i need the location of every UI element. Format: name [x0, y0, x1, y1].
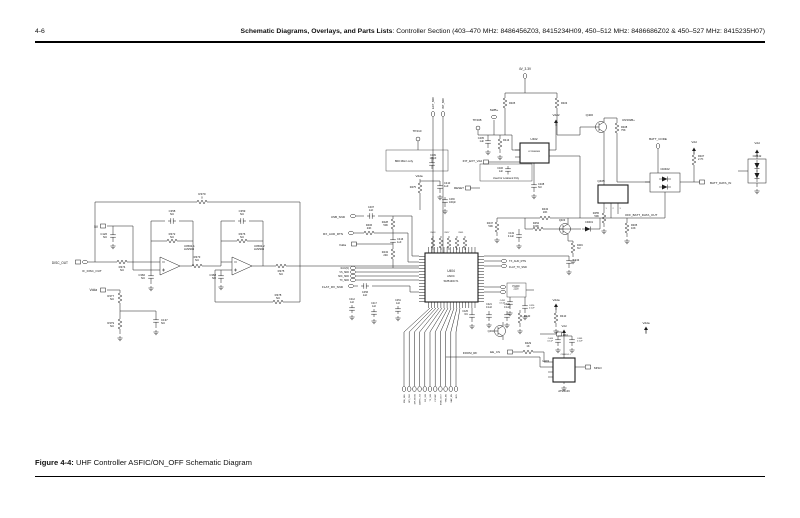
pad-label: BCL	[456, 394, 458, 399]
component-label: R407 2.7K	[698, 155, 705, 161]
component-label: R429 1K	[524, 342, 532, 348]
component-label: R447 50K	[486, 222, 493, 228]
component-label: TP408	[472, 118, 482, 122]
component-label: R443 24K	[381, 251, 388, 257]
component-label: U403	[542, 359, 549, 363]
pad-label: FSYNC	[435, 394, 438, 402]
component-label: AT93C46	[558, 389, 570, 393]
component-label: 800 MHz only	[394, 159, 414, 163]
component-label: C416 1uF	[397, 238, 404, 244]
component-label: RX_AUD_RTN	[323, 232, 343, 236]
pad-label: TX_SSI	[430, 394, 432, 402]
connector-pad	[454, 386, 458, 391]
component-label: LP2986IMM	[528, 151, 540, 153]
component-label: C407 1uF	[367, 206, 375, 212]
component-label: R376 NU	[238, 232, 246, 240]
pad-label: ASFIC_CS	[419, 394, 422, 405]
pad-label: SPI_CLK	[409, 394, 412, 403]
component-label: USB_SND	[330, 215, 345, 219]
onoff-logic-rails	[494, 216, 665, 264]
connector-pad	[402, 386, 406, 391]
component-label: C445 0.1uF	[577, 338, 583, 343]
component-label: Used for Lowband Only	[492, 177, 520, 180]
header-title-rest: : Controller Section (403–470 MHz: 8486456Z03, 8415234H09, 450–512 MHz: 8486686Z02 & 450–527 MHz: 8415235H07)	[392, 28, 765, 35]
component-label: PG000 2200	[512, 286, 520, 291]
component-label: R403	[561, 102, 568, 105]
pad-label: SAP_EN	[450, 394, 453, 403]
component-label: Vdd2	[552, 113, 560, 117]
component-label: TX_AUD_RTN	[509, 260, 526, 263]
component-label: 1	[605, 208, 607, 210]
component-label: Vdda	[415, 174, 423, 178]
component-label: R377 NU	[107, 294, 114, 302]
component-label: U404	[447, 269, 455, 273]
component-label: C405 1uF	[477, 137, 484, 143]
component-label: R440	[524, 315, 531, 318]
pad-label: SPI_MOSI	[414, 394, 417, 405]
component-label: FLAT_RX_SND	[322, 285, 343, 289]
component-label: C456 1uF	[361, 291, 369, 297]
component-label: R457	[444, 232, 450, 234]
component-label: R372 NU	[168, 232, 176, 240]
component-label: OFF_BATT_DATA_OUT	[625, 213, 658, 217]
pad-label: TRB_EN	[445, 394, 448, 403]
component-label: C368 NU	[209, 273, 216, 281]
header-title-bold: Schematic Diagrams, Overlays, and Parts Lists	[240, 28, 393, 35]
component-label: C126 NU	[100, 232, 107, 240]
component-label: 2	[612, 208, 614, 210]
component-label: R455 50K	[592, 212, 599, 218]
component-label: C444 0.1uF	[547, 338, 553, 343]
pad-label: RX_SSI	[424, 394, 427, 402]
component-label: C408 NU	[538, 183, 545, 189]
component-label: RESET	[453, 186, 464, 190]
component-label: R452 100K	[532, 222, 540, 228]
component-label: Q400	[585, 113, 593, 117]
component-label: FLAT_TX_SND	[509, 266, 527, 269]
component-label: R379 NU	[107, 321, 114, 329]
component-label: C420 0.1uF	[529, 305, 535, 310]
battery-data-section	[596, 118, 767, 234]
component-label: UNSWB+	[622, 118, 635, 122]
figure-caption	[35, 458, 252, 467]
component-label: U402	[530, 137, 538, 141]
component-label: C412 1uF	[349, 298, 355, 304]
component-label: 5185130C71	[443, 280, 459, 283]
component-label: C406 1uF	[497, 167, 503, 173]
component-label: R373 NU	[193, 255, 201, 263]
component-label: C422 0.1uF	[503, 303, 511, 309]
component-label: CR403-1-7	[560, 354, 572, 356]
component-label: C410 1uF	[444, 182, 451, 188]
component-label: R405	[509, 102, 516, 105]
connector-pad	[413, 386, 417, 391]
component-label: Q404	[487, 330, 494, 333]
figure-title: UHF Controller ASFIC/ON_OFF Schematic Diagram	[73, 458, 252, 467]
component-label: Q403	[558, 219, 566, 222]
component-label: 4V_3.3V	[518, 67, 532, 71]
component-label: TX_SND	[339, 279, 349, 282]
component-label: R453	[430, 232, 436, 234]
connector-pad	[428, 386, 432, 391]
pad-label: BW_SEL	[404, 394, 406, 403]
component-label: R461	[458, 232, 464, 234]
component-label: ON	[563, 333, 568, 337]
figure-label: Figure 4-4:	[35, 458, 74, 467]
component-label: C419 0.1uF	[507, 232, 514, 238]
component-label: C432 0.1uF	[499, 300, 505, 305]
component-label: R475	[409, 186, 416, 189]
component-label: BATT_DATA_IN	[710, 181, 732, 185]
component-label: U0502-1 LM2904	[184, 244, 195, 252]
component-label: INT_MIC	[441, 97, 445, 109]
component-label: R449 NU	[577, 244, 583, 250]
component-label: EE_CS	[490, 350, 500, 354]
component-label: ASFIC	[447, 275, 455, 278]
component-label: 3	[619, 208, 621, 210]
component-label: C358 NU	[168, 209, 176, 217]
component-label: VS_SND	[339, 271, 349, 274]
component-label: R428 50K	[381, 221, 388, 227]
component-label: R443 10K	[541, 208, 549, 214]
component-label: IF_DISC_OUT	[82, 269, 102, 273]
component-label: R370 0	[198, 192, 206, 200]
component-label: CR401	[584, 221, 594, 224]
connector-pad	[418, 386, 422, 391]
component-label: Vdd	[754, 141, 760, 145]
component-label: BATT_CODE	[649, 137, 667, 141]
eeprom-u403	[446, 330, 591, 391]
component-label: C137 NU	[161, 318, 168, 326]
component-label: R406 24K	[365, 224, 373, 230]
component-label: R408 75K	[621, 126, 628, 132]
component-label: C436 100pF	[449, 198, 456, 204]
component-label: Vdd	[691, 140, 697, 144]
component-label: EXT_MIC	[431, 96, 435, 109]
component-label: C409 100pF	[429, 154, 437, 160]
page-number: 4-6	[35, 28, 45, 35]
component-label: R413	[503, 139, 510, 142]
component-label: Q405	[597, 179, 605, 183]
component-label: R410	[560, 315, 567, 318]
component-label: INT_EXT_Vdd	[462, 159, 482, 163]
pad-label: MOD_OUT	[440, 394, 443, 405]
connector-pad	[449, 386, 453, 391]
component-label: DISC_OUT	[51, 261, 68, 265]
component-label: TP410	[412, 129, 422, 133]
connector-pad	[439, 386, 443, 391]
footer-rule	[35, 476, 765, 477]
connector-pad	[433, 386, 437, 391]
connector-pad	[423, 386, 427, 391]
component-label: R378 NU	[274, 293, 282, 301]
component-label: U0502-2 LM2904	[254, 244, 265, 252]
connector-pad	[407, 386, 411, 391]
component-label: C425 NU	[462, 310, 468, 316]
opamp-filter-stage	[76, 200, 420, 341]
component-label: MISO	[594, 366, 602, 370]
connector-pad	[444, 386, 448, 391]
component-label: R374 NU	[118, 265, 126, 273]
component-label: FROM_RF	[462, 351, 478, 355]
component-label: CR402	[660, 167, 670, 171]
component-label: R465 10K	[631, 224, 638, 230]
component-label: C451 1uF	[395, 299, 401, 305]
component-label: Vdd	[561, 324, 567, 328]
component-label: CR442	[752, 154, 762, 158]
component-label: MIC_SND	[338, 275, 349, 278]
component-label: C433	[573, 259, 580, 262]
component-label: C360 NU	[138, 273, 145, 281]
signal-bundle	[402, 308, 460, 405]
component-label: Vdda	[338, 243, 346, 247]
component-label: Vdda	[552, 298, 560, 302]
component-label: SWB+	[489, 108, 499, 112]
component-label: R375 NU	[277, 269, 285, 277]
component-label: C359 NU	[238, 209, 246, 217]
component-label: 5V	[94, 225, 98, 229]
component-label: C417 1uF	[371, 302, 377, 308]
component-label: Vdda	[89, 288, 97, 292]
component-label: C421 0.1uF	[485, 303, 493, 309]
component-label: Vdda	[642, 321, 650, 325]
component-label: RAC(N)	[340, 267, 349, 270]
